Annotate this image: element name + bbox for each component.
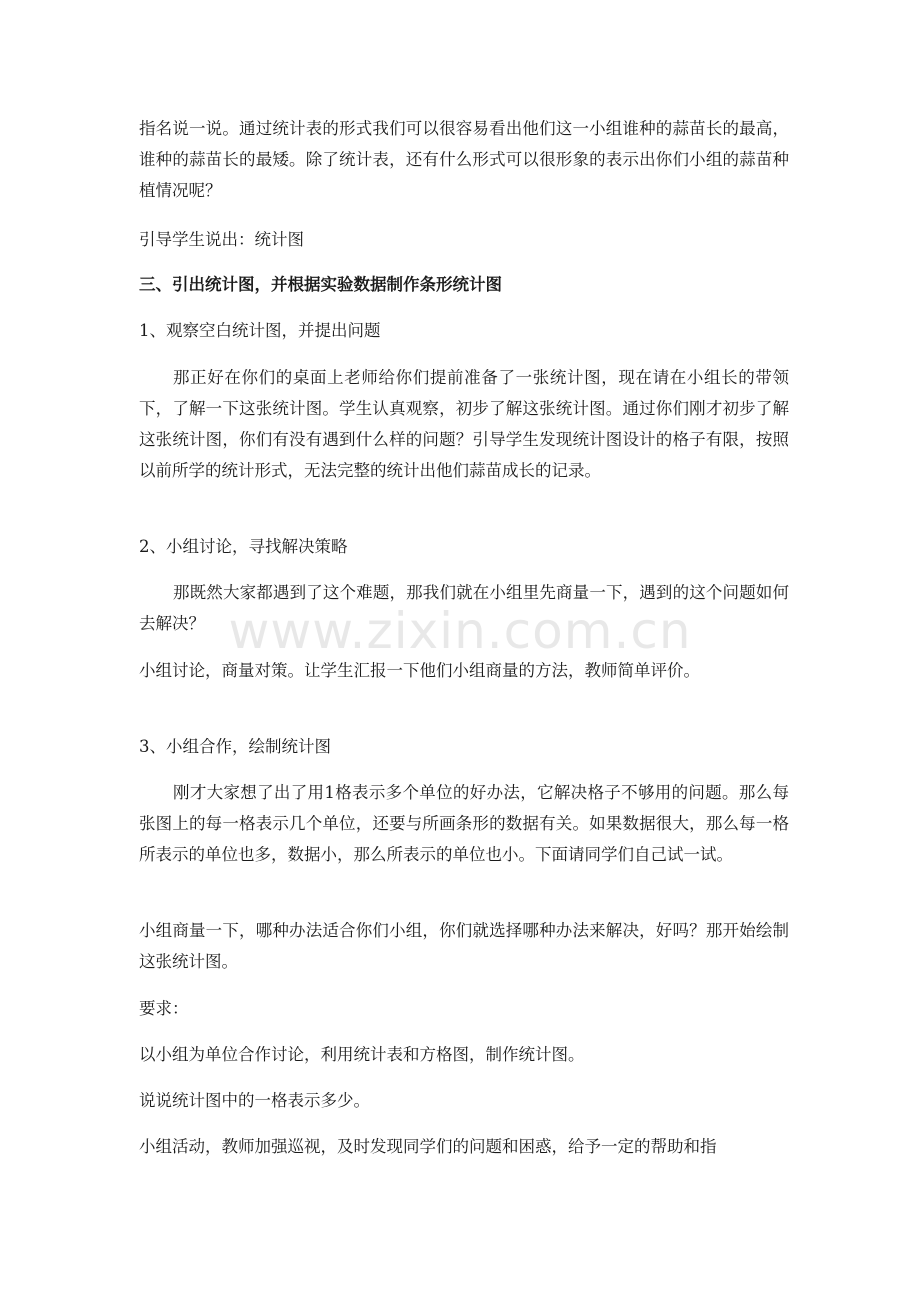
subheading-3: 3、小组合作，绘制统计图 [139, 737, 331, 756]
watermark: www.zixin.com.cn [228, 602, 692, 660]
paragraph-activity: 小组活动，教师加强巡视，及时发现同学们的问题和困惑，给予一定的帮助和指 [139, 1137, 717, 1156]
paragraph-discuss: 小组讨论，商量对策。让学生汇报一下他们小组商量的方法，教师简单评价。 [139, 661, 700, 680]
subheading-2: 2、小组讨论，寻找解决策略 [139, 537, 348, 556]
paragraph-choose: 小组商量一下，哪种办法适合你们小组，你们就选择哪种办法来解决，好吗？那开始绘制这张统计图。 [139, 921, 789, 971]
paragraph-observe: 那正好在你们的桌面上老师给你们提前准备了一张统计图，现在请在小组长的带领下，了解一下这张统计图。学生认真观察，初步了解这张统计图。通过你们刚才初步了解这张统计图，你们有没有遇到什么样的问题？引导学生发现统计图设计的格子有限，按照以前所学的统计形式，无法完整的统计出他们蒜苗成长的记录。 [139, 368, 789, 480]
requirements-label: 要求： [139, 999, 189, 1018]
paragraph-guide: 引导学生说出：统计图 [139, 230, 304, 249]
requirement-item-2: 说说统计图中的一格表示多少。 [139, 1091, 370, 1110]
paragraph-method: 刚才大家想了出了用1格表示多个单位的好办法，它解决格子不够用的问题。那么每张图上的每一格表示几个单位，还要与所画条形的数据有关。如果数据很大，那么每一格所表示的单位也多，数据小，那么所表示的单位也小。下面请同学们自己试一试。 [139, 783, 789, 864]
subheading-1: 1、观察空白统计图，并提出问题 [139, 321, 381, 340]
requirement-item-1: 以小组为单位合作讨论，利用统计表和方格图，制作统计图。 [139, 1045, 585, 1064]
section-heading-3: 三、引出统计图，并根据实验数据制作条形统计图 [139, 275, 502, 294]
paragraph-difficulty: 那既然大家都遇到了这个难题，那我们就在小组里先商量一下，遇到的这个问题如何去解决？ [139, 583, 789, 633]
paragraph-intro: 指名说一说。通过统计表的形式我们可以很容易看出他们这一小组谁种的蒜苗长的最高，谁种的蒜苗长的最矮。除了统计表，还有什么形式可以很形象的表示出你们小组的蒜苗种植情况呢？ [139, 119, 789, 200]
